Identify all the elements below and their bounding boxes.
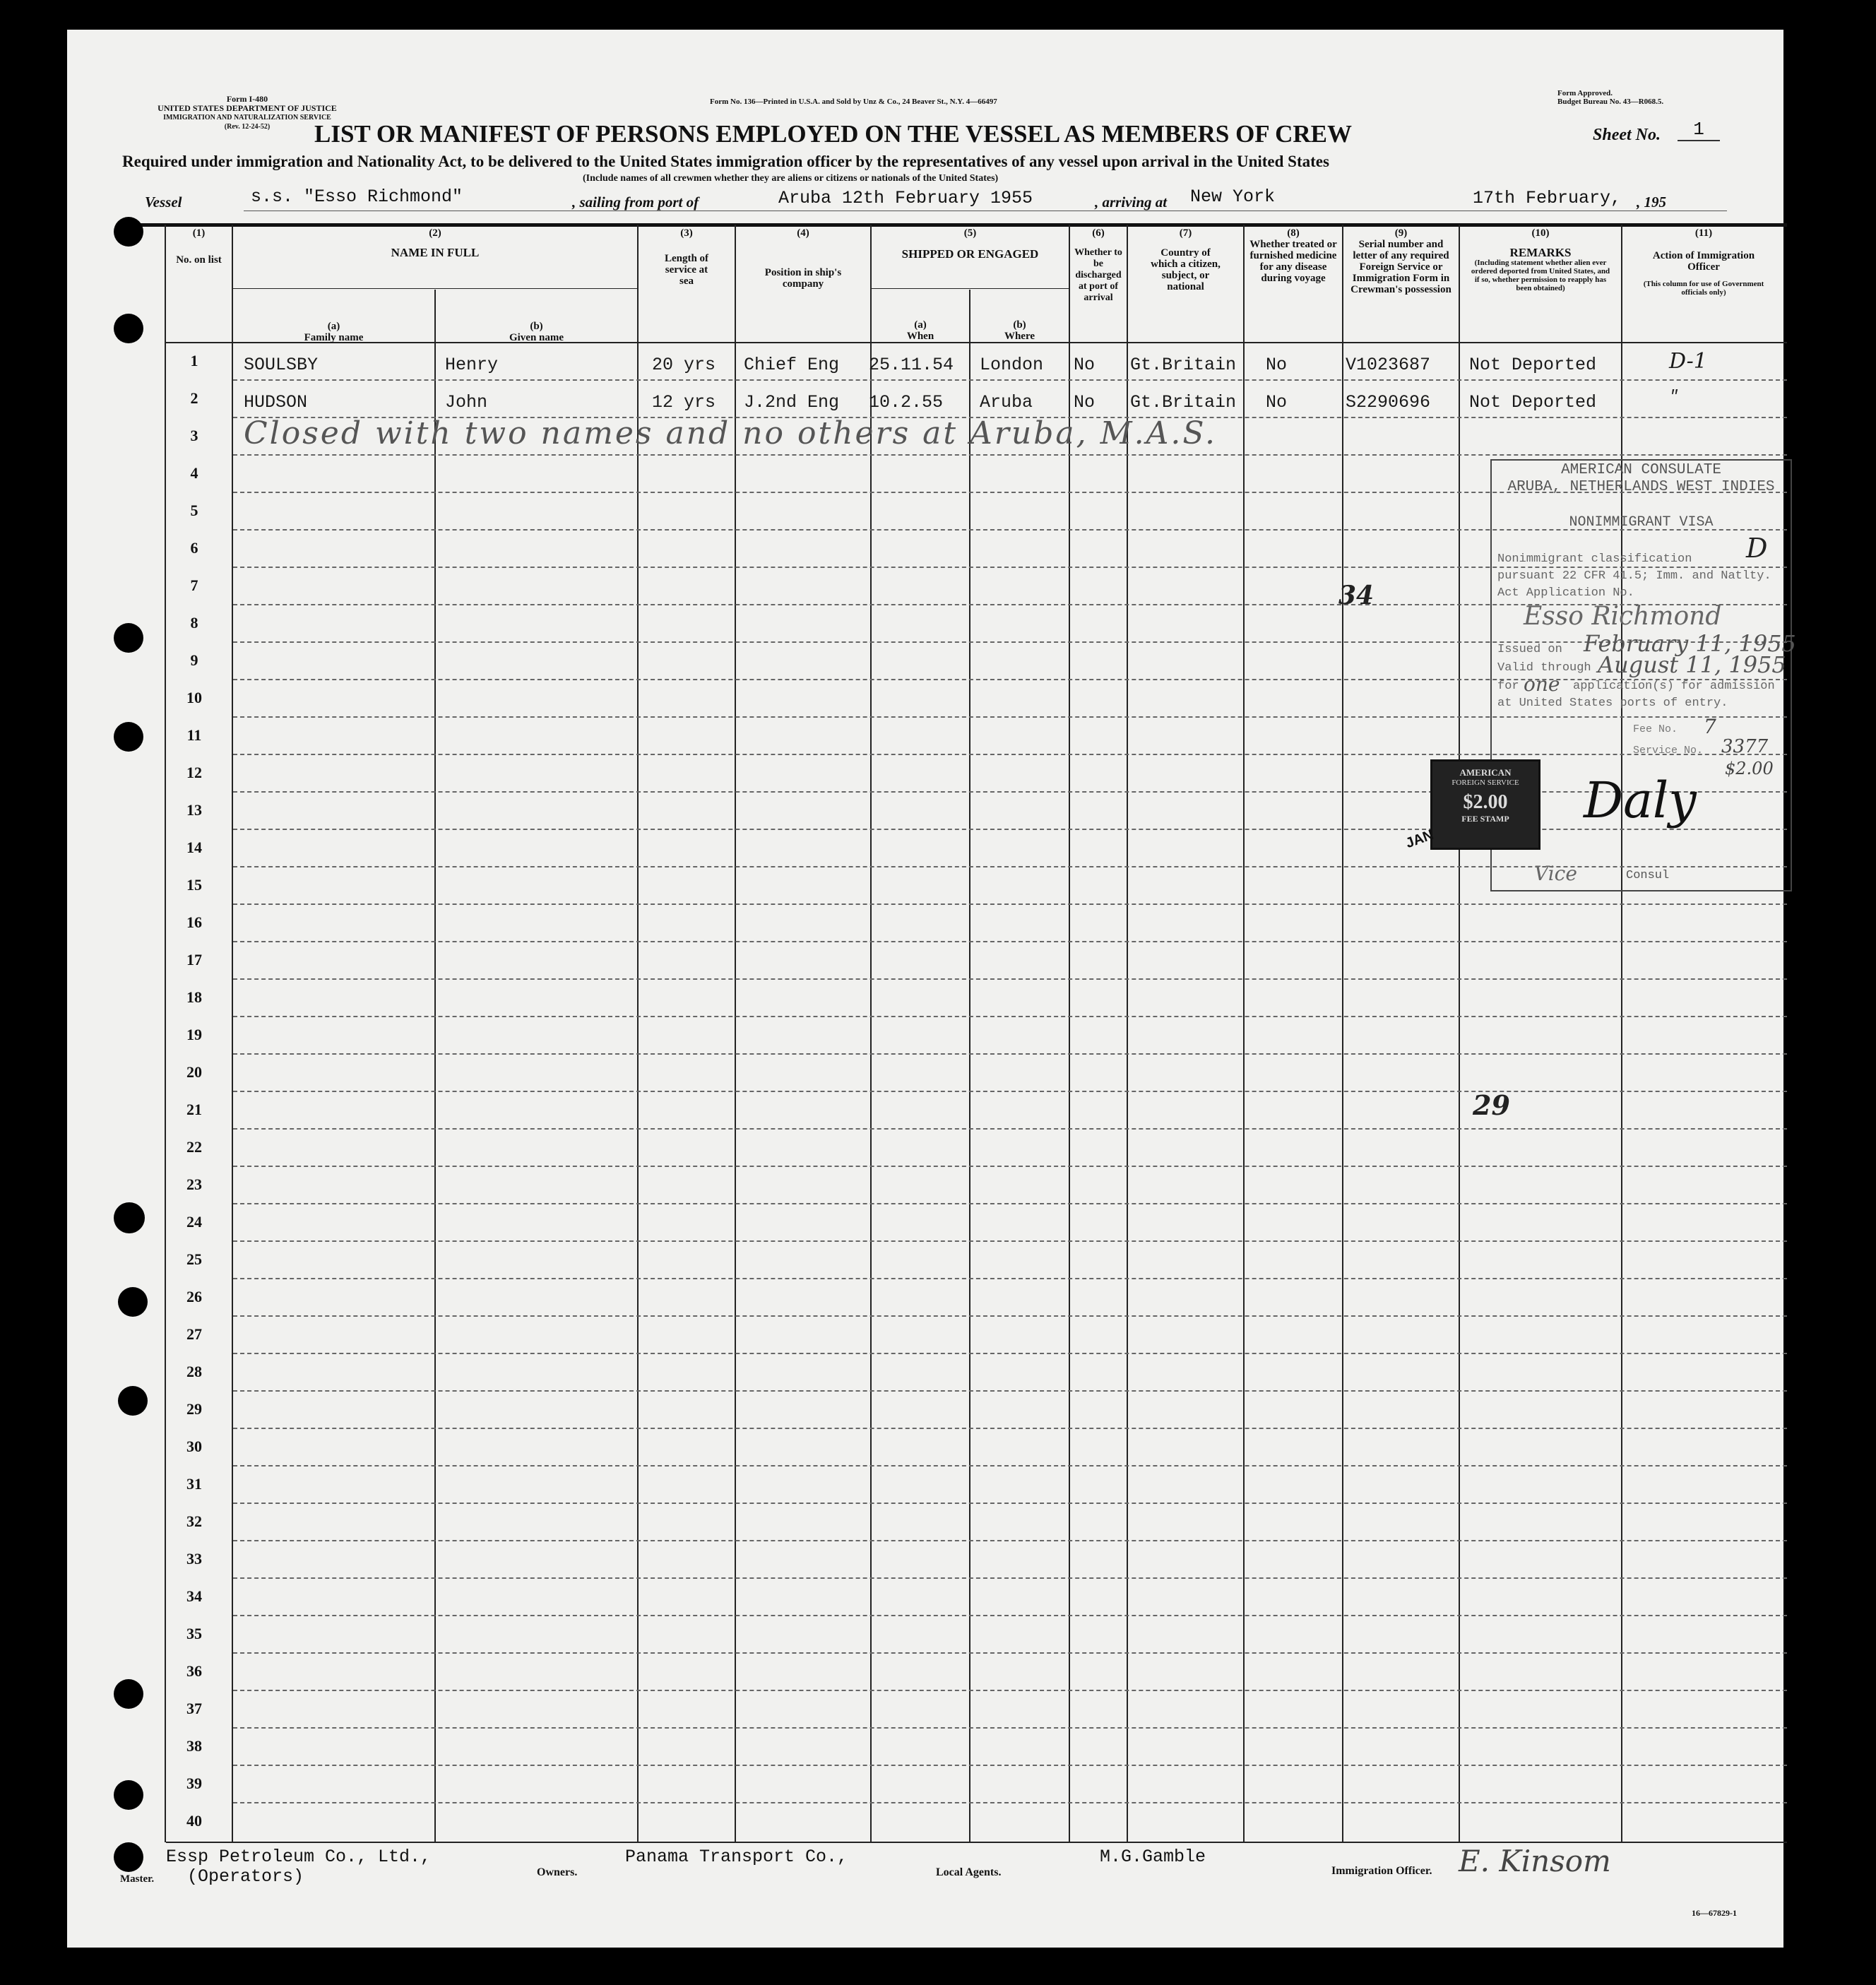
row-rule (233, 1465, 1787, 1466)
stamp-for-value: one (1524, 672, 1560, 696)
stamp-issued-value: February 11, 1955 (1584, 630, 1796, 657)
punch-hole (118, 1287, 148, 1317)
punch-hole (114, 1842, 143, 1872)
given-name: Henry (445, 355, 499, 375)
master-sub: (Operators) (187, 1866, 304, 1887)
row-number: 1 (190, 352, 198, 369)
row-number: 11 (186, 726, 202, 744)
family-name: SOULSBY (244, 355, 319, 375)
row-rule (233, 454, 1787, 456)
col5a-label: When (906, 331, 934, 342)
row-rule (233, 1503, 1787, 1504)
row-rule (233, 1315, 1787, 1317)
row-number: 25 (186, 1250, 202, 1268)
row-rule (233, 379, 1787, 381)
col2a-header (233, 321, 434, 343)
row-number: 4 (190, 464, 198, 482)
sailing-label: , sailing from port of (572, 194, 699, 211)
stamp-ports: at United States ports of entry. (1497, 697, 1728, 710)
col7-num: (7) (1179, 227, 1192, 239)
stamp-class: D (1746, 533, 1768, 564)
remarks: Not Deported (1469, 392, 1597, 413)
fee-stamp-line3: FEE STAMP (1461, 814, 1509, 824)
department: UNITED STATES DEPARTMENT OF JUSTICE (158, 103, 337, 113)
col8-header (1245, 227, 1342, 284)
punch-hole (114, 623, 143, 653)
row-number: 6 (190, 539, 198, 557)
col11-label: Action of Immigration Officer (1652, 250, 1755, 273)
row-number: 17 (186, 951, 202, 968)
row-number: 30 (186, 1438, 202, 1455)
row-rule (233, 1053, 1787, 1055)
col4-num: (4) (797, 227, 809, 239)
row-number: 10 (186, 689, 202, 706)
punch-hole (114, 1780, 143, 1810)
treated: No (1266, 392, 1288, 413)
stamp-service-value: 3377 (1721, 736, 1769, 757)
fee-stamp (1430, 759, 1540, 850)
sheet-number-label: Sheet No. (1593, 126, 1661, 144)
row-rule (233, 1016, 1787, 1017)
row-number: 29 (186, 1400, 202, 1418)
row-rule (233, 1278, 1787, 1279)
service-length: 12 yrs (652, 392, 716, 413)
col6-label: Whether to be discharged at port of arrival (1074, 247, 1122, 303)
table-bottom-rule (166, 1842, 1787, 1843)
col3-header (639, 227, 735, 287)
subtitle: Required under immigration and Nationality Act, to be delivered to the United States immigration officer by the representatives of any vessel upon arrival in the United States (122, 153, 1329, 170)
sailing-port: Aruba 12th February 1955 (778, 188, 1033, 208)
row-number: 33 (186, 1550, 202, 1568)
row-rule (233, 1615, 1787, 1616)
row-rule (233, 1727, 1787, 1729)
master-label: Master. (120, 1873, 155, 1885)
mark-34: 34 (1338, 581, 1375, 610)
col5b-num: (b) (1013, 319, 1026, 331)
stamp-line2: ARUBA, NETHERLANDS WEST INDIES (1507, 479, 1775, 495)
officer-action: D-1 (1669, 349, 1707, 374)
col10-note: (Including statement whether alien ever ordered deported from United States, and if so, whether permission to reapply has been obtained) (1471, 259, 1610, 292)
agents-value: M.G.Gamble (1100, 1847, 1206, 1867)
punch-hole (114, 1679, 143, 1709)
row-number: 2 (190, 389, 198, 407)
position: Chief Eng (744, 355, 840, 375)
col10-num: (10) (1531, 227, 1550, 239)
row-number: 13 (186, 801, 202, 819)
col4-header (736, 227, 870, 290)
col3-num: (3) (680, 227, 693, 239)
closing-note: Closed with two names and no others at Aruba, M.A.S. (244, 415, 1217, 451)
discharged: No (1074, 392, 1096, 413)
col7-label: Country of which a citizen, subject, or national (1151, 247, 1221, 292)
officer-action: " (1669, 388, 1679, 405)
col2b-header (436, 321, 637, 343)
row-number: 26 (186, 1288, 202, 1305)
row-number: 14 (186, 839, 202, 856)
col5a-num: (a) (914, 319, 927, 331)
fee-stamp-date: JAN (1403, 826, 1436, 852)
col2b-num: (b) (530, 321, 543, 332)
row-number: 34 (186, 1587, 202, 1605)
row-number: 21 (186, 1101, 202, 1118)
row-number: 15 (186, 876, 202, 894)
master-value: Essp Petroleum Co., Ltd., (166, 1847, 432, 1867)
stamp-fee-value: 7 (1704, 715, 1716, 738)
shipped-when: 25.11.54 (869, 355, 954, 375)
row-number: 31 (186, 1475, 202, 1493)
row-rule (233, 1428, 1787, 1429)
vessel-name: s.s. "Esso Richmond" (251, 186, 463, 207)
stamp-consul: Consul (1626, 869, 1670, 882)
arriving-port: New York (1190, 186, 1276, 207)
col7-header (1128, 227, 1243, 292)
col2b-label: Given name (509, 332, 564, 343)
row-rule (233, 903, 1787, 905)
stamp-line4: Nonimmigrant classification (1497, 552, 1692, 566)
col11-num: (11) (1694, 227, 1713, 239)
form-header-right (1557, 89, 1663, 106)
page-title: LIST OR MANIFEST OF PERSONS EMPLOYED ON THE VESSEL AS MEMBERS OF CREW (314, 120, 1353, 148)
arrival-date: 17th February, (1473, 188, 1622, 208)
owners-label: Owners. (537, 1866, 578, 1878)
stamp-line5: pursuant 22 CFR 41.5; Imm. and Natlty. (1497, 569, 1771, 583)
row-number: 23 (186, 1175, 202, 1193)
remarks: Not Deported (1469, 355, 1597, 375)
serial-number: V1023687 (1346, 355, 1431, 375)
row-number: 9 (190, 651, 198, 669)
row-number: 19 (186, 1026, 202, 1043)
country: Gt.Britain (1130, 392, 1237, 413)
row-rule (233, 1091, 1787, 1092)
row-number: 37 (186, 1700, 202, 1717)
vessel-label: Vessel (145, 194, 182, 211)
stamp-valid-label: Valid through (1497, 661, 1591, 675)
table-top-rule (134, 223, 1787, 227)
col10-header (1460, 227, 1621, 292)
punch-hole (114, 217, 143, 247)
form-id: Form I-480 (226, 94, 268, 104)
subnote: (Include names of all crewmen whether they are aliens or citizens or nationals of the United States) (583, 173, 999, 184)
row-rule (233, 1577, 1787, 1579)
fee-stamp-line2: FOREIGN SERVICE (1451, 778, 1519, 787)
col2a-num: (a) (327, 321, 340, 332)
col5a-header (872, 319, 969, 342)
row-number: 28 (186, 1363, 202, 1380)
serial-number: S2290696 (1346, 392, 1431, 413)
agents-label: Local Agents. (936, 1866, 1002, 1878)
row-number: 39 (186, 1774, 202, 1792)
col9-num: (9) (1394, 227, 1408, 239)
row-rule (233, 978, 1787, 980)
col5-header (872, 227, 1069, 260)
given-name: John (445, 392, 488, 413)
sheet-number: 1 (1678, 119, 1720, 141)
row-number: 22 (186, 1138, 202, 1156)
family-name: HUDSON (244, 392, 308, 413)
row-rule (233, 1390, 1787, 1392)
row-number: 20 (186, 1063, 202, 1081)
row-rule (233, 1353, 1787, 1354)
stamp-service-label: Service No. (1633, 745, 1704, 757)
col11-header (1622, 227, 1785, 297)
stamp-vessel: Esso Richmond (1524, 602, 1722, 631)
row-rule (233, 1203, 1787, 1204)
officer-label: Immigration Officer. (1331, 1865, 1432, 1877)
col9-header (1343, 227, 1459, 295)
shipped-when: 10.2.55 (869, 392, 944, 413)
col2a-label: Family name (304, 332, 364, 343)
stamp-amount: $2.00 (1725, 759, 1774, 778)
consul-signature: Daly (1584, 771, 1697, 829)
col5b-header (970, 319, 1069, 342)
row-number: 32 (186, 1512, 202, 1530)
punch-hole (114, 1202, 145, 1233)
fee-stamp-line1: AMERICAN (1459, 767, 1512, 778)
stamp-valid-value: August 11, 1955 (1598, 651, 1786, 678)
col5-label: SHIPPED OR ENGAGED (901, 247, 1039, 261)
treated: No (1266, 355, 1288, 375)
revision: (Rev. 12-24-52) (224, 123, 271, 131)
col5b-label: Where (1004, 331, 1035, 342)
shipped-where: Aruba (980, 392, 1033, 413)
col5-num: (5) (963, 227, 977, 239)
col2-label: NAME IN FULL (391, 246, 480, 259)
col8-label: Whether treated or furnished medicine for any disease during voyage (1249, 239, 1337, 284)
col1-label: No. on list (176, 254, 222, 266)
owners-value: Panama Transport Co., (625, 1847, 848, 1867)
row-rule (233, 1128, 1787, 1130)
year-suffix: , 195 (1637, 194, 1666, 211)
position: J.2nd Eng (744, 392, 840, 413)
row-number: 38 (186, 1737, 202, 1755)
officer-signature: E. Kinsom (1459, 1844, 1611, 1878)
punch-hole (114, 314, 143, 343)
col6-num: (6) (1092, 227, 1105, 239)
col1-num: (1) (192, 227, 206, 239)
row-number: 3 (190, 427, 198, 444)
row-number: 7 (190, 576, 198, 594)
row-rule (233, 1690, 1787, 1691)
print-code: 16—67829-1 (1692, 1908, 1737, 1918)
col4-label: Position in ship's company (764, 267, 842, 290)
row-rule (233, 1652, 1787, 1654)
manifest-sheet (67, 30, 1796, 1948)
row-number: 16 (186, 913, 202, 931)
budget-note: Budget Bureau No. 43—R068.5. (1557, 97, 1664, 106)
service-length: 20 yrs (652, 355, 716, 375)
stamp-line1: AMERICAN CONSULATE (1561, 462, 1721, 478)
row-rule (233, 1802, 1787, 1803)
row-number: 12 (186, 764, 202, 781)
row-number: 18 (186, 988, 202, 1006)
service: IMMIGRATION AND NATURALIZATION SERVICE (163, 114, 331, 122)
approval-note: Form Approved. (1557, 89, 1613, 97)
punch-hole (118, 1386, 148, 1416)
punch-hole (114, 722, 143, 752)
shipped-where: London (980, 355, 1044, 375)
stamp-for-rest: application(s) for admission (1573, 680, 1775, 693)
col10-label: REMARKS (1509, 246, 1572, 259)
row-rule (233, 1240, 1787, 1242)
fee-stamp-amount: $2.00 (1463, 791, 1508, 813)
stamp-line3: NONIMMIGRANT VISA (1569, 514, 1714, 531)
country: Gt.Britain (1130, 355, 1237, 375)
row-number: 5 (190, 502, 198, 519)
row-number: 8 (190, 614, 198, 632)
row-number: 40 (186, 1812, 202, 1830)
stamp-fee-label: Fee No. (1633, 723, 1678, 735)
col3-label: Length of service at sea (664, 253, 709, 287)
col8-num: (8) (1287, 227, 1300, 239)
stamp-vice: Vice (1534, 862, 1577, 885)
discharged: No (1074, 355, 1096, 375)
stamp-for-label: for (1497, 680, 1519, 693)
row-rule (233, 1540, 1787, 1541)
col2-num: (2) (429, 227, 441, 239)
col9-label: Serial number and letter of any required Foreign Service or Immigration Form in Crewman's possession (1350, 239, 1451, 295)
row-number: 35 (186, 1625, 202, 1642)
col1-header (166, 227, 232, 266)
stamp-issued-label: Issued on (1497, 643, 1562, 656)
row-rule (233, 1765, 1787, 1766)
row-rule (233, 1166, 1787, 1167)
row-rule (233, 941, 1787, 942)
col11-note: (This column for use of Government officials only) (1643, 280, 1764, 297)
stamp-line6: Act Application No. (1497, 586, 1634, 600)
row-number: 27 (186, 1325, 202, 1343)
row-number: 36 (186, 1662, 202, 1680)
col6-header (1070, 227, 1127, 304)
mark-29: 29 (1473, 1089, 1510, 1121)
arriving-label: , arriving at (1095, 194, 1168, 211)
row-number: 24 (186, 1213, 202, 1231)
col2-header (233, 227, 637, 259)
printer-line: Form No. 136—Printed in U.S.A. and Sold by Unz & Co., 24 Beaver St., N.Y. 4—66497 (710, 97, 997, 106)
